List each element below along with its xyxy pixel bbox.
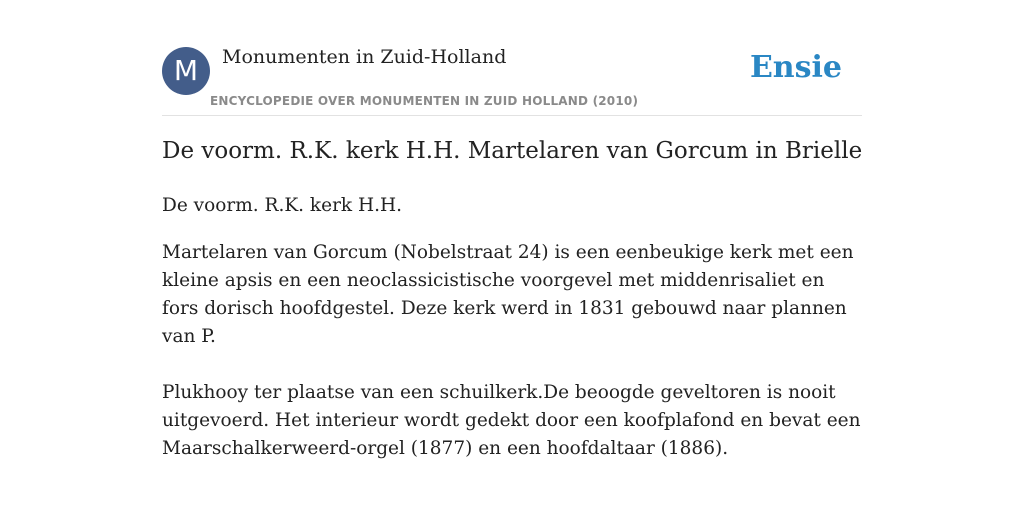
article-paragraph: De voorm. R.K. kerk H.H. <box>162 195 403 216</box>
article-paragraph: Martelaren van Gorcum (Nobelstraat 24) is een eenbeukige kerk met een kleine apsis en een neoclassicistische voorgevel met middenrisaliet en fors dorisch hoofdgestel. Deze kerk werd in 1831 gebouwd naar plannen van P. <box>162 242 854 347</box>
source-title-link[interactable]: Monumenten in Zuid-Holland <box>222 46 507 68</box>
article-paragraph: Plukhooy ter plaatse van een schuilkerk.De beoogde geveltoren is nooit uitgevoerd. Het interieur wordt gedekt door een koofplafond en bevat een Maarschalkerweerd-orgel (1877) en een hoofdaltaar (1886). <box>162 382 861 459</box>
article-body <box>162 192 862 482</box>
ensie-logo[interactable]: Ensie <box>749 50 842 85</box>
source-header <box>162 44 862 116</box>
source-subtitle: ENCYCLOPEDIE OVER MONUMENTEN IN ZUID HOLLAND (2010) <box>210 94 639 108</box>
source-avatar[interactable]: M <box>162 47 210 95</box>
article-title: De voorm. R.K. kerk H.H. Martelaren van Gorcum in Brielle <box>162 138 863 164</box>
